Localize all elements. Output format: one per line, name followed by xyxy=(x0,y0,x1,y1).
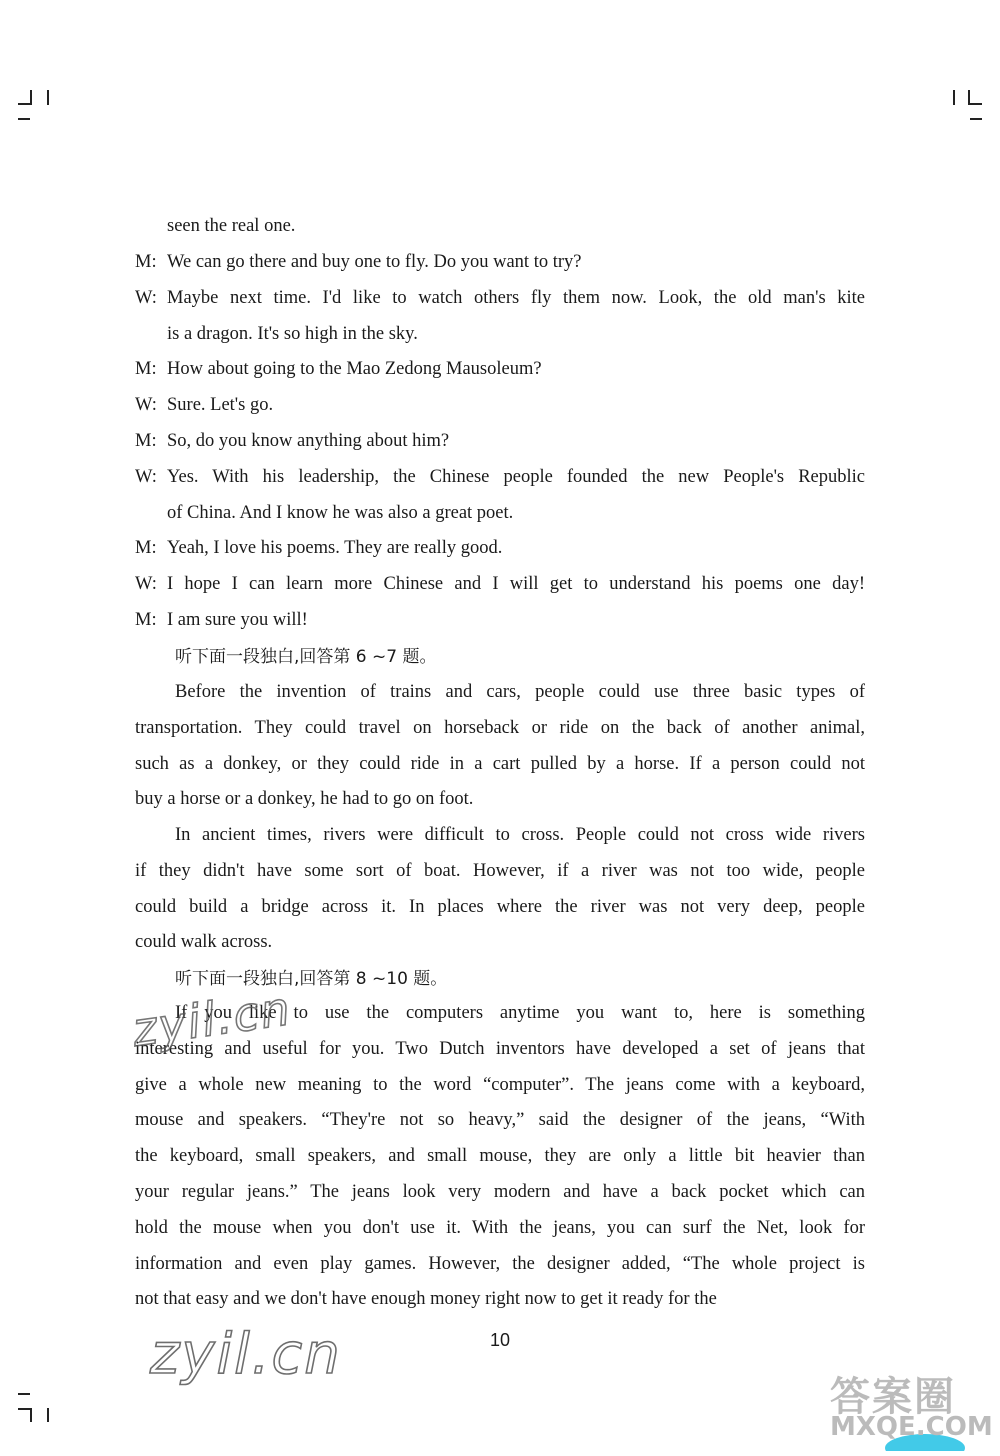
speaker-label: M: xyxy=(135,431,157,451)
crop-mark xyxy=(968,103,982,105)
section-heading-6-7: 听下面一段独白,回答第 6 ~7 题。 xyxy=(175,647,437,667)
watermark-text: zyil.cn xyxy=(150,1322,342,1387)
dialogue-line: Yeah, I love his poems. They are really good. xyxy=(167,538,503,558)
speaker-label: W: xyxy=(135,574,157,594)
dialogue-line: So, do you know anything about him? xyxy=(167,431,450,451)
paragraph-line: could build a bridge across it. In places where the river was not very deep, people xyxy=(135,896,865,917)
dialogue-line: I am sure you will! xyxy=(167,610,308,630)
speaker-label: M: xyxy=(135,359,157,379)
page-number: 10 xyxy=(489,1330,511,1350)
paragraph-line: interesting and useful for you. Two Dutch inventors have developed a set of jeans that xyxy=(135,1038,865,1059)
speaker-label: M: xyxy=(135,610,157,630)
paragraph-line: information and even play games. However, the designer added, “The whole project is xyxy=(135,1253,865,1274)
crop-mark xyxy=(18,103,30,105)
paragraph-line: hold the mouse when you don't use it. With the jeans, you can surf the Net, look for xyxy=(135,1217,865,1238)
paragraph-line: If you like to use the computers anytime you want to, here is something xyxy=(175,1003,865,1023)
dialogue-line: is a dragon. It's so high in the sky. xyxy=(167,324,418,344)
watermark-text: zyil.cn xyxy=(129,981,295,1057)
paragraph-line: transportation. They could travel on horseback or ride on the back of another animal, xyxy=(135,717,865,738)
corner-logo-watermark xyxy=(830,1360,1000,1451)
paragraph-line: buy a horse or a donkey, he had to go on foot. xyxy=(135,789,474,810)
dialogue-line: Yes. With his leadership, the Chinese people founded the new People's Republic xyxy=(167,467,865,487)
paragraph-line: your regular jeans.” The jeans look very modern and have a back pocket which can xyxy=(135,1182,865,1202)
paragraph-line: give a whole new meaning to the word “computer”. The jeans come with a keyboard, xyxy=(135,1074,865,1095)
paragraph-line: if they didn't have some sort of boat. However, if a river was not too wide, people xyxy=(135,860,865,881)
paragraph-line: Before the invention of trains and cars, people could use three basic types of xyxy=(175,682,865,702)
logo-url: MXQE.COM xyxy=(830,1412,993,1442)
section-heading-8-10: 听下面一段独白,回答第 8 ~10 题。 xyxy=(175,969,448,989)
dialogue-line: Maybe next time. I'd like to watch others fly them now. Look, the old man's kite xyxy=(167,288,865,308)
dialogue-line: We can go there and buy one to fly. Do you want to try? xyxy=(167,252,582,272)
paragraph-line: In ancient times, rivers were difficult to cross. People could not cross wide rivers xyxy=(175,825,865,845)
crop-mark xyxy=(18,1393,30,1395)
paragraph-line: could walk across. xyxy=(135,932,273,953)
paragraph-line: such as a donkey, or they could ride in a cart pulled by a horse. If a person could not xyxy=(135,753,865,774)
crop-mark xyxy=(953,90,955,105)
speaker-label: W: xyxy=(135,395,157,415)
dialogue-line: seen the real one. xyxy=(167,216,296,236)
speaker-label: M: xyxy=(135,252,157,272)
crop-mark xyxy=(30,90,32,105)
dialogue-line: I hope I can learn more Chinese and I will get to understand his poems one day! xyxy=(167,574,865,594)
crop-mark xyxy=(970,118,982,120)
speaker-label: M: xyxy=(135,538,157,558)
speaker-label: W: xyxy=(135,288,157,308)
dialogue-line: Sure. Let's go. xyxy=(167,395,274,415)
paragraph-line: mouse and speakers. “They're not so heavy,” said the designer of the jeans, “With xyxy=(135,1110,865,1131)
dialogue-line: of China. And I know he was also a great poet. xyxy=(167,503,514,523)
paragraph-line: the keyboard, small speakers, and small mouse, they are only a little bit heavier than xyxy=(135,1146,865,1167)
logo-text: 答案圈 xyxy=(830,1374,956,1420)
crop-mark xyxy=(18,118,30,120)
crop-mark xyxy=(47,90,49,105)
dialogue-line: How about going to the Mao Zedong Mausoleum? xyxy=(167,359,542,379)
crop-mark xyxy=(30,1408,32,1422)
paragraph-line: not that easy and we don't have enough money right now to get it ready for the xyxy=(135,1289,717,1310)
crop-mark xyxy=(47,1408,49,1422)
speaker-label: W: xyxy=(135,467,157,487)
